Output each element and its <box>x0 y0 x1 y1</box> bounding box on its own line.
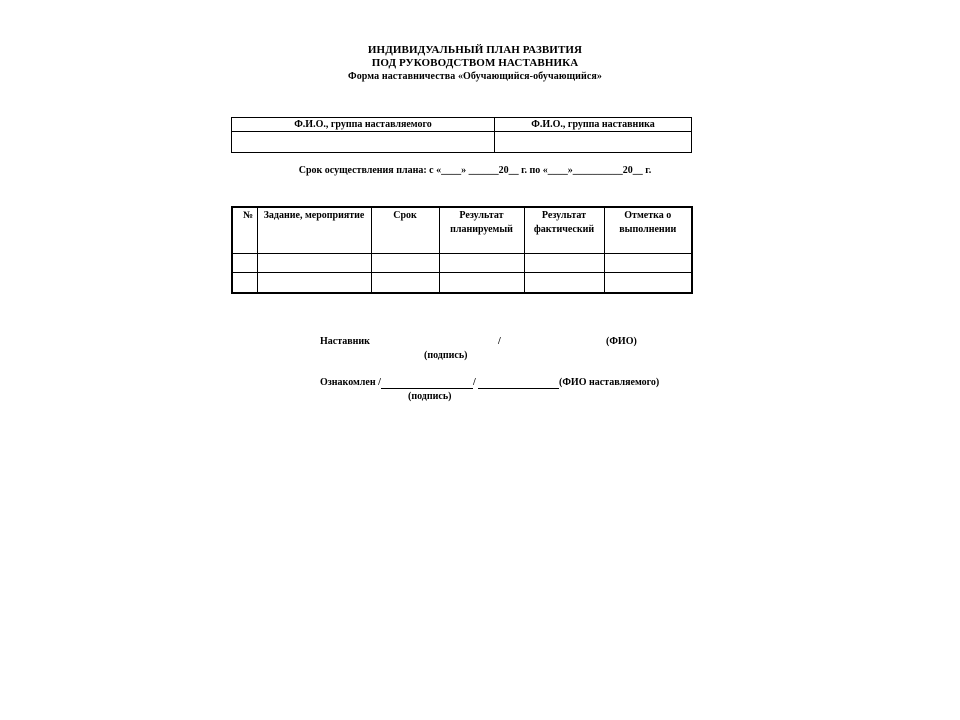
mentor-name-header: Ф.И.О., группа наставника <box>495 118 692 132</box>
table-cell <box>371 273 439 294</box>
plan-table <box>231 206 693 294</box>
plan-table-header-row <box>232 207 692 254</box>
table-cell <box>371 254 439 273</box>
table-row <box>232 273 692 294</box>
mentee-name-header: Ф.И.О., группа наставляемого <box>232 118 495 132</box>
mentor-signature-slash: / <box>498 336 501 347</box>
table-cell <box>439 254 524 273</box>
plan-period: Срок осуществления плана: с «____» ______20__ г. по «____»__________20__ г. <box>298 165 652 176</box>
mentee-signature-hint: (подпись) <box>408 391 452 402</box>
table-cell <box>232 254 257 273</box>
table-row <box>232 254 692 273</box>
mentee-fio-label: (ФИО наставляемого) <box>559 377 660 388</box>
mentor-label: Наставник <box>320 336 370 347</box>
names-table-header-row <box>232 118 692 132</box>
mentor-name-cell <box>495 132 692 153</box>
table-cell <box>257 254 371 273</box>
table-cell <box>439 273 524 294</box>
names-table-entry-row <box>232 132 692 153</box>
mentee-signature-blank <box>381 378 473 389</box>
mentee-fio-blank <box>478 378 559 389</box>
col-planned-result-header: Результат планируемый <box>439 207 524 254</box>
table-cell <box>232 273 257 294</box>
table-cell <box>604 273 692 294</box>
col-deadline-header: Срок <box>371 207 439 254</box>
mentor-fio-label: (ФИО) <box>606 336 637 347</box>
col-number-header: № <box>232 207 257 254</box>
table-cell <box>257 273 371 294</box>
col-completion-mark-header: Отметка о выполнении <box>604 207 692 254</box>
col-task-header: Задание, мероприятие <box>257 207 371 254</box>
mentee-signature-slash: / <box>473 377 476 388</box>
document-title-line2: ПОД РУКОВОДСТВОМ НАСТАВНИКА <box>371 57 579 69</box>
acquainted-label: Ознакомлен / <box>320 377 381 388</box>
table-cell <box>604 254 692 273</box>
document-title-line1: ИНДИВИДУАЛЬНЫЙ ПЛАН РАЗВИТИЯ <box>367 44 583 56</box>
document-subtitle: Форма наставничества «Обучающийся-обучающийся» <box>348 71 602 82</box>
table-cell <box>524 254 604 273</box>
col-actual-result-header: Результат фактический <box>524 207 604 254</box>
mentor-signature-hint: (подпись) <box>424 350 468 361</box>
mentee-name-cell <box>232 132 495 153</box>
names-table <box>231 117 692 153</box>
table-cell <box>524 273 604 294</box>
